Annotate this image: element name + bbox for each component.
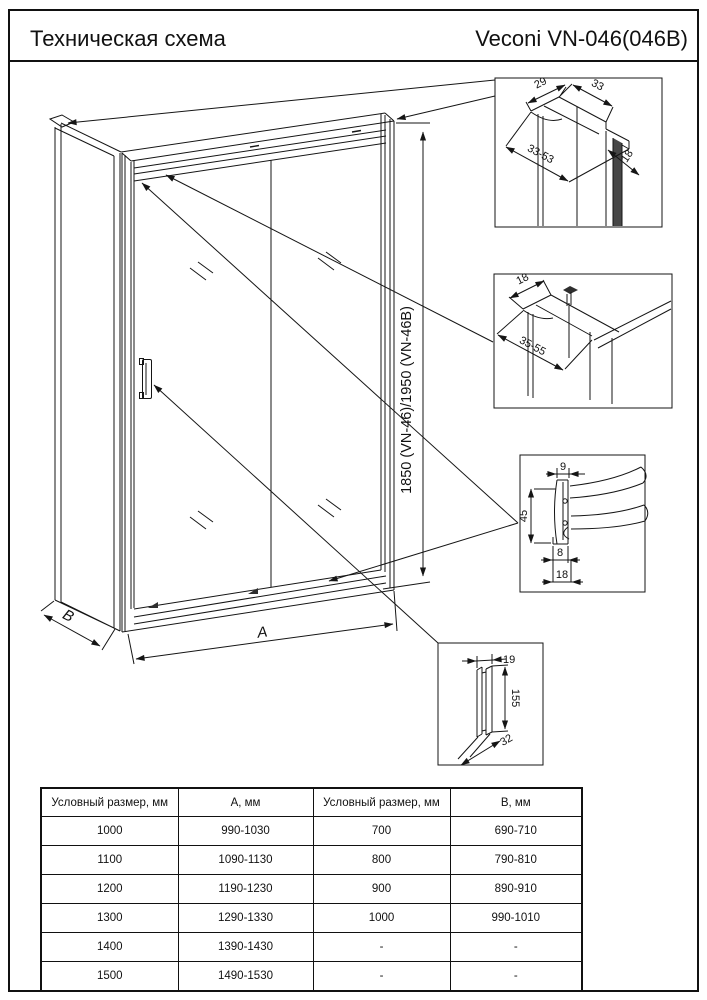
cell-b-range: 790-810 xyxy=(450,846,582,875)
col-header-b: В, мм xyxy=(450,788,582,817)
cell-a-range: 1090-1130 xyxy=(178,846,313,875)
cell-nominal-b: 700 xyxy=(313,817,450,846)
leader-to-top-right-corner xyxy=(397,96,495,119)
table-row xyxy=(41,817,582,846)
cell-nominal-b: 800 xyxy=(313,846,450,875)
dim-33-label: 33 xyxy=(589,77,606,94)
table-row xyxy=(41,846,582,875)
table-header-row xyxy=(41,788,582,817)
height-dim-label: 1850 (VN-46)/1950 (VN-46B) xyxy=(399,306,415,494)
table-row xyxy=(41,904,582,933)
col-header-nominal-a: Условный размер, мм xyxy=(41,788,178,817)
leader-to-handle xyxy=(154,385,438,643)
top-track xyxy=(134,130,386,181)
cell-b-range: 690-710 xyxy=(450,817,582,846)
dim-29-label: 29 xyxy=(532,75,549,92)
left-post xyxy=(122,153,134,632)
cell-a-range: 1490-1530 xyxy=(178,962,313,992)
detail-handle xyxy=(438,643,543,765)
glass-reflection xyxy=(190,262,213,280)
leader-to-left-post xyxy=(142,183,518,523)
leader-to-top-track xyxy=(166,175,493,342)
glass-reflection xyxy=(190,511,213,529)
table-row xyxy=(41,933,582,962)
detail-box xyxy=(495,78,662,227)
detail-bottom-rail xyxy=(518,455,648,592)
cell-b-range: - xyxy=(450,933,582,962)
depth-dim-line xyxy=(44,615,100,646)
cell-b-range: 890-910 xyxy=(450,875,582,904)
cell-nominal-b: - xyxy=(313,933,450,962)
door-handle xyxy=(140,359,152,399)
depth-extension-lines xyxy=(41,601,115,650)
depth-dim-label: B xyxy=(59,606,77,626)
dim-19-label: 19 xyxy=(503,654,516,666)
main-view xyxy=(50,113,394,632)
dim-18-label: 18 xyxy=(619,147,636,165)
dim-29-line xyxy=(528,85,565,103)
table-row xyxy=(41,962,582,992)
cell-nominal-a: 1100 xyxy=(41,846,178,875)
glass-reflection xyxy=(318,499,341,517)
cell-nominal-a: 1300 xyxy=(41,904,178,933)
cell-nominal-a: 1000 xyxy=(41,817,178,846)
track-roller-marks xyxy=(250,131,361,148)
frame-top xyxy=(121,113,394,161)
cell-nominal-b: 1000 xyxy=(313,904,450,933)
cell-nominal-b: 900 xyxy=(313,875,450,904)
table-row xyxy=(41,875,582,904)
right-post xyxy=(381,114,394,590)
dim-45-label: 45 xyxy=(518,509,530,523)
side-panel-cap xyxy=(50,115,74,127)
side-panel xyxy=(55,123,121,631)
leader-lines xyxy=(68,80,518,643)
cell-nominal-b: - xyxy=(313,962,450,992)
model-title: Veconi VN-046(046B) xyxy=(475,26,688,51)
cell-nominal-a: 1400 xyxy=(41,933,178,962)
col-header-nominal-b: Условный размер, мм xyxy=(313,788,450,817)
dim-8-label: 8 xyxy=(556,547,564,559)
dim-18-label: 18 xyxy=(555,569,569,581)
dim-33-53-label: 33-53 xyxy=(525,142,556,167)
size-table xyxy=(40,787,583,992)
cell-b-range: - xyxy=(450,962,582,992)
leader-to-side-corner xyxy=(68,80,495,123)
page-title: Техническая схема xyxy=(30,26,226,51)
cell-a-range: 1290-1330 xyxy=(178,904,313,933)
detail-top-track xyxy=(494,271,672,408)
cell-a-range: 990-1030 xyxy=(178,817,313,846)
col-header-a: А, мм xyxy=(178,788,313,817)
dim-9-label: 9 xyxy=(559,461,567,473)
cell-b-range: 990-1010 xyxy=(450,904,582,933)
cell-nominal-a: 1200 xyxy=(41,875,178,904)
detail-wall-profile xyxy=(495,75,662,227)
dim-35-55-label: 35-55 xyxy=(517,334,548,359)
dim-32-label: 32 xyxy=(498,732,515,749)
bottom-sill xyxy=(122,570,394,632)
dim-18-label: 18 xyxy=(514,271,531,288)
cell-nominal-a: 1500 xyxy=(41,962,178,992)
detail-box xyxy=(520,455,645,592)
sill-guide-mark xyxy=(148,602,158,608)
cell-a-range: 1390-1430 xyxy=(178,933,313,962)
cell-a-range: 1190-1230 xyxy=(178,875,313,904)
width-dim-label: A xyxy=(256,623,269,642)
dim-155-label: 155 xyxy=(509,688,521,708)
